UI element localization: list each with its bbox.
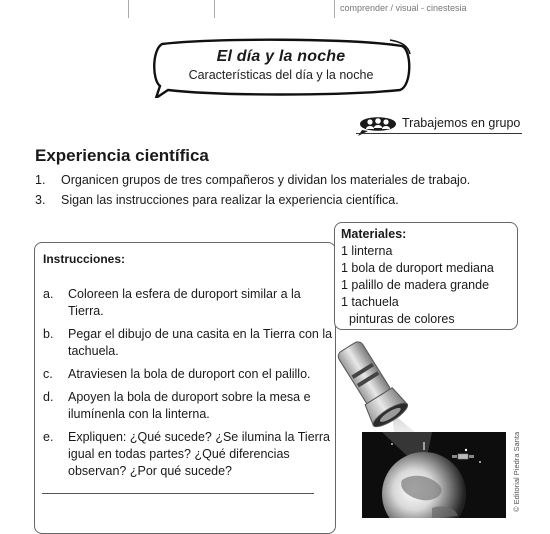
step-text: Organicen grupos de tres compañeros y dividan los materiales de trabajo. bbox=[61, 173, 471, 187]
skill-note: comprender / visual - cinestesia bbox=[340, 3, 467, 13]
group-underline bbox=[356, 133, 522, 134]
instruction-item bbox=[43, 429, 333, 480]
instruction-letter: e. bbox=[43, 430, 54, 444]
material-item: 1 tachuela bbox=[341, 295, 399, 309]
material-item: 1 palillo de madera grande bbox=[341, 278, 490, 292]
step-text: Sigan las instrucciones para realizar la experiencia científica. bbox=[61, 193, 399, 207]
material-item: pinturas de colores bbox=[349, 312, 455, 326]
step-item bbox=[35, 190, 470, 210]
step-item bbox=[35, 170, 470, 190]
header-divider bbox=[128, 0, 129, 18]
instructions-title: Instrucciones: bbox=[43, 252, 126, 266]
answer-line[interactable] bbox=[42, 493, 314, 494]
instructions-list bbox=[43, 286, 333, 486]
top-header-strip bbox=[0, 0, 550, 20]
step-number: 3. bbox=[35, 193, 46, 207]
title-speech-bubble bbox=[150, 36, 412, 98]
page-subtitle: Características del día y la noche bbox=[188, 68, 374, 82]
instruction-item bbox=[43, 389, 333, 423]
header-divider bbox=[214, 0, 215, 18]
section-title: Experiencia científica bbox=[35, 146, 209, 165]
instruction-letter: d. bbox=[43, 390, 54, 404]
instruction-item bbox=[43, 326, 333, 360]
header-divider bbox=[334, 0, 335, 18]
earth-illuminated-illustration bbox=[362, 432, 506, 518]
instruction-letter: c. bbox=[43, 367, 53, 381]
page-title: El día y la noche bbox=[216, 48, 346, 65]
instruction-text: Pegar el dibujo de una casita en la Tierra con la tachuela. bbox=[68, 327, 333, 358]
materials-title: Materiales: bbox=[341, 227, 407, 241]
instruction-letter: b. bbox=[43, 327, 54, 341]
instruction-text: Atraviesen la bola de duroport con el palillo. bbox=[68, 367, 311, 381]
group-work-label: Trabajemos en grupo bbox=[402, 116, 521, 130]
material-item: 1 linterna bbox=[341, 244, 393, 258]
publisher-credit: © Editorial Piedra Santa bbox=[512, 431, 521, 512]
material-item: 1 bola de duroport mediana bbox=[341, 261, 494, 275]
instruction-text: Apoyen la bola de duroport sobre la mesa e ilumínenla con la linterna. bbox=[68, 390, 311, 421]
instruction-item bbox=[43, 366, 333, 383]
steps-list bbox=[35, 170, 470, 210]
instruction-item bbox=[43, 286, 333, 320]
instruction-letter: a. bbox=[43, 287, 54, 301]
instruction-text: Coloreen la esfera de duroport similar a la Tierra. bbox=[68, 287, 301, 318]
materials-list bbox=[341, 243, 494, 328]
step-number: 1. bbox=[35, 173, 46, 187]
instruction-text: Expliquen: ¿Qué sucede? ¿Se ilumina la Tierra igual en todas partes? ¿Qué diferencias observan? ¿Por qué sucede? bbox=[68, 430, 330, 478]
